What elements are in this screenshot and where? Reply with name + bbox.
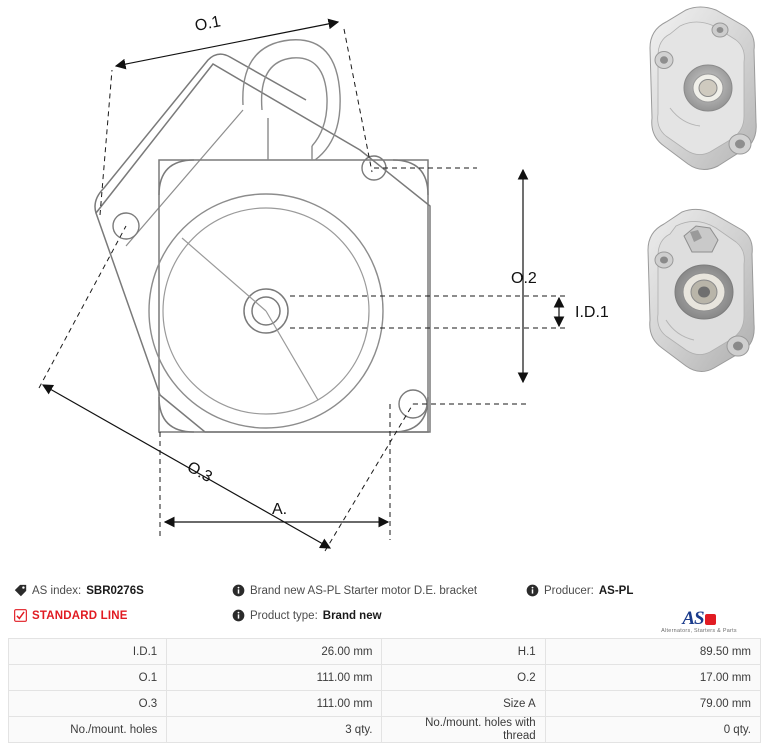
product-photos bbox=[636, 0, 769, 400]
spec-name: O.3 bbox=[9, 691, 167, 717]
dimension-construction-lines bbox=[39, 29, 566, 551]
dimension-arrows bbox=[43, 22, 559, 548]
producer-label: Producer: bbox=[544, 584, 594, 597]
spec-name-2: H.1 bbox=[382, 639, 545, 665]
info-icon-product-type bbox=[232, 609, 245, 622]
bracket-outline bbox=[96, 64, 430, 432]
product-photo-front bbox=[640, 4, 764, 189]
product-type-value: Brand new bbox=[322, 609, 382, 622]
as-index-label: AS index: bbox=[32, 584, 82, 597]
spec-value: 111.00 mm bbox=[167, 665, 382, 691]
as-index-cell bbox=[0, 584, 232, 597]
upper-lug-inner bbox=[262, 58, 327, 146]
info-row-1 bbox=[0, 578, 769, 603]
standard-line-cell bbox=[0, 609, 232, 622]
dim-label-o3: O.3 bbox=[184, 458, 215, 487]
product-photo-rear bbox=[640, 208, 764, 388]
producer-value: AS-PL bbox=[598, 584, 634, 597]
spec-value-2: 17.00 mm bbox=[545, 665, 760, 691]
spec-name-2: Size A bbox=[382, 691, 545, 717]
table-row bbox=[9, 665, 761, 691]
standard-line-label: STANDARD LINE bbox=[32, 609, 128, 622]
bracket-neck bbox=[95, 54, 306, 213]
tag-icon bbox=[14, 584, 27, 597]
spec-name: No./mount. holes bbox=[9, 717, 167, 743]
as-index-value: SBR0276S bbox=[86, 584, 144, 597]
table-row bbox=[9, 639, 761, 665]
product-type-label: Product type: bbox=[250, 609, 318, 622]
table-row bbox=[9, 717, 761, 743]
info-icon-producer bbox=[526, 584, 539, 597]
description-text: Brand new AS-PL Starter motor D.E. bracket bbox=[250, 584, 478, 597]
table-row bbox=[9, 691, 761, 717]
brand-logo bbox=[637, 608, 761, 634]
dim-label-a: A. bbox=[272, 501, 288, 518]
specifications-table bbox=[8, 638, 761, 743]
product-type-cell bbox=[232, 609, 526, 622]
brand-dot bbox=[705, 614, 716, 625]
info-icon bbox=[232, 584, 245, 597]
spec-name: I.D.1 bbox=[9, 639, 167, 665]
spec-name: O.1 bbox=[9, 665, 167, 691]
description-cell bbox=[232, 584, 526, 597]
spec-value: 111.00 mm bbox=[167, 691, 382, 717]
brand-tagline: Alternators, Starters & Parts bbox=[661, 628, 737, 634]
dim-label-o1: O.1 bbox=[193, 13, 223, 35]
producer-cell bbox=[526, 584, 769, 597]
check-icon bbox=[14, 609, 27, 622]
spec-value-2: 79.00 mm bbox=[545, 691, 760, 717]
product-info-strip bbox=[0, 578, 769, 632]
spec-value-2: 89.50 mm bbox=[545, 639, 760, 665]
brand-name-text: AS bbox=[682, 608, 715, 630]
dim-label-o2: O.2 bbox=[511, 270, 537, 287]
spec-name-2: No./mount. holes with thread bbox=[382, 717, 545, 743]
spec-value: 26.00 mm bbox=[167, 639, 382, 665]
spec-name-2: O.2 bbox=[382, 665, 545, 691]
spec-value: 3 qty. bbox=[167, 717, 382, 743]
dim-label-id1: I.D.1 bbox=[575, 304, 609, 321]
spec-value-2: 0 qty. bbox=[545, 717, 760, 743]
